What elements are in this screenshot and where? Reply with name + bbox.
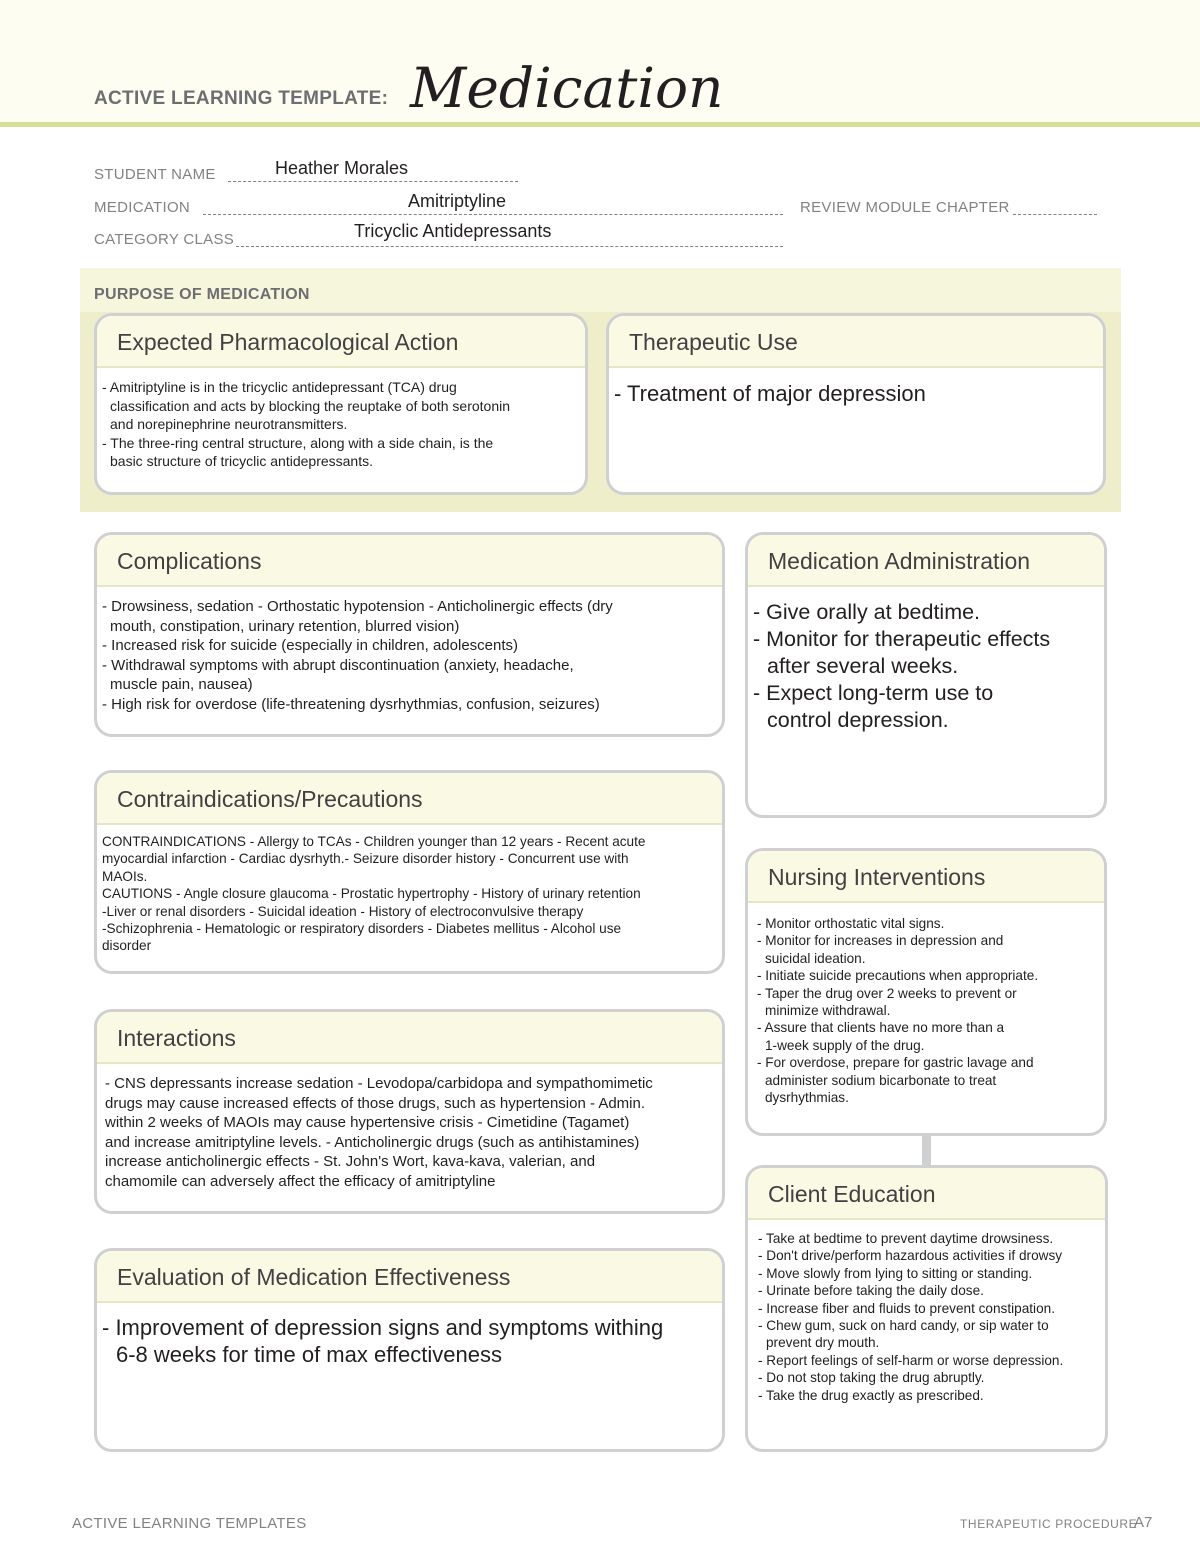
box-connector [922, 1134, 931, 1166]
text-line: - Take the drug exactly as prescribed. [758, 1387, 984, 1403]
category-class-line [236, 246, 783, 247]
nursing-interventions-box [745, 848, 1107, 1136]
category-class-label: CATEGORY CLASS [94, 231, 235, 248]
medication-label: MEDICATION [94, 199, 191, 216]
text-line: - Taper the drug over 2 weeks to prevent or [757, 985, 1017, 1001]
text-line: and increase amitriptyline levels. - Anticholinergic drugs (such as antihistamines) [105, 1133, 640, 1151]
category-class-field[interactable]: Tricyclic Antidepressants [354, 221, 552, 241]
text-line: 6-8 weeks for time of max effectiveness [116, 1342, 502, 1367]
header-rule [0, 122, 1200, 127]
text-line: - Withdrawal symptoms with abrupt discontinuation (anxiety, headache, [102, 656, 574, 674]
template-label: ACTIVE LEARNING TEMPLATE: [94, 88, 389, 109]
contraindications-box [94, 770, 725, 974]
text-line: MAOIs. [102, 868, 148, 884]
interactions-title: Interactions [117, 1025, 236, 1051]
expected-action-header [97, 316, 585, 368]
nursing-interventions-text[interactable] [757, 915, 1098, 1106]
text-line: and norepinephrine neurotransmitters. [110, 416, 348, 433]
text-line: disorder [102, 938, 152, 954]
complications-text[interactable] [102, 597, 716, 714]
interactions-box [94, 1009, 725, 1214]
therapeutic-use-header [609, 316, 1103, 368]
text-line: mouth, constipation, urinary retention, blurred vision) [110, 617, 460, 635]
text-line: - Monitor for therapeutic effects [753, 627, 1051, 651]
text-line: - Monitor for increases in depression and [757, 933, 1004, 949]
purpose-label: PURPOSE OF MEDICATION [94, 286, 310, 303]
text-line: - Drowsiness, sedation - Orthostatic hypotension - Anticholinergic effects (dry [102, 598, 613, 615]
client-education-title: Client Education [768, 1181, 936, 1207]
text-line: increase anticholinergic effects - St. John's Wort, kava-kava, valerian, and [105, 1153, 596, 1170]
expected-action-text[interactable] [102, 378, 579, 471]
text-line: suicidal ideation. [765, 950, 866, 966]
medication-administration-header [748, 535, 1104, 587]
interactions-header [97, 1012, 722, 1064]
text-line: 1-week supply of the drug. [765, 1037, 925, 1053]
text-line: - Assure that clients have no more than a [757, 1020, 1005, 1036]
text-line: - Expect long-term use to [753, 681, 994, 705]
medication-administration-box [745, 532, 1107, 818]
contraindications-header [97, 773, 722, 825]
text-line: - Increased risk for suicide (especially in children, adolescents) [102, 637, 519, 654]
text-line: control depression. [767, 708, 949, 732]
page-number: A7 [1134, 1514, 1153, 1531]
student-name-line [228, 181, 518, 182]
review-module-label: REVIEW MODULE CHAPTER [800, 199, 1010, 216]
nursing-interventions-header [748, 851, 1104, 903]
client-education-box [745, 1165, 1108, 1452]
text-line: drugs may cause increased effects of those drugs, such as hypertension - Admin. [105, 1094, 646, 1112]
text-line: prevent dry mouth. [766, 1335, 880, 1351]
therapeutic-use-text[interactable] [614, 380, 1097, 407]
text-line: CAUTIONS - Angle closure glaucoma - Prostatic hypertrophy - History of urinary retention [102, 886, 641, 902]
text-line: after several weeks. [767, 654, 959, 678]
text-line: - Take at bedtime to prevent daytime drowsiness. [758, 1231, 1054, 1246]
text-line: - Urinate before taking the daily dose. [758, 1283, 984, 1299]
text-line: classification and acts by blocking the reuptake of both serotonin [110, 397, 511, 414]
complications-title: Complications [117, 548, 262, 574]
nursing-interventions-title: Nursing Interventions [768, 864, 986, 890]
footer-right-label: THERAPEUTIC PROCEDURE [960, 1517, 1138, 1531]
therapeutic-use-box [606, 313, 1106, 495]
interactions-text[interactable] [105, 1074, 716, 1191]
text-line: - Don't drive/perform hazardous activities if drowsy [758, 1248, 1063, 1264]
text-line: - Increase fiber and fluids to prevent constipation. [758, 1300, 1055, 1316]
text-line: CONTRAINDICATIONS - Allergy to TCAs - Children younger than 12 years - Recent acute [102, 834, 646, 849]
text-line: - Treatment of major depression [614, 381, 926, 406]
complications-box [94, 532, 725, 737]
text-line: - Initiate suicide precautions when appropriate. [757, 968, 1039, 984]
text-line: - Chew gum, suck on hard candy, or sip water to [758, 1318, 1049, 1334]
text-line: - Monitor orthostatic vital signs. [757, 916, 945, 931]
expected-action-box [94, 313, 588, 495]
text-line: - Do not stop taking the drug abruptly. [758, 1370, 985, 1386]
client-education-text[interactable] [758, 1230, 1099, 1404]
text-line: - High risk for overdose (life-threatening dysrhythmias, confusion, seizures) [102, 695, 600, 713]
text-line: - Amitriptyline is in the tricyclic antidepressant (TCA) drug [102, 379, 457, 395]
contraindications-text[interactable] [102, 833, 716, 955]
medication-line [203, 214, 783, 215]
text-line: muscle pain, nausea) [110, 676, 253, 693]
text-line: - Report feelings of self-harm or worse depression. [758, 1352, 1064, 1368]
evaluation-title: Evaluation of Medication Effectiveness [117, 1264, 511, 1290]
medication-field[interactable]: Amitriptyline [408, 191, 507, 211]
text-line: - Improvement of depression signs and symptoms withing [102, 1315, 664, 1340]
template-title: Medication [410, 56, 724, 120]
review-module-line [1013, 214, 1097, 215]
text-line: - Give orally at bedtime. [753, 600, 981, 624]
text-line: administer sodium bicarbonate to treat [765, 1072, 997, 1088]
text-line: within 2 weeks of MAOIs may cause hypertensive crisis - Cimetidine (Tagamet) [105, 1114, 630, 1131]
text-line: dysrhythmias. [765, 1090, 849, 1106]
evaluation-box [94, 1248, 725, 1452]
evaluation-header [97, 1251, 722, 1303]
text-line: - For overdose, prepare for gastric lavage and [757, 1055, 1034, 1071]
text-line: chamomile can adversely affect the efficacy of amitriptyline [105, 1172, 496, 1190]
therapeutic-use-title: Therapeutic Use [629, 329, 798, 355]
text-line: -Schizophrenia - Hematologic or respiratory disorders - Diabetes mellitus - Alcohol use [102, 921, 622, 937]
text-line: -Liver or renal disorders - Suicidal ideation - History of electroconvulsive therapy [102, 903, 584, 919]
expected-action-title: Expected Pharmacological Action [117, 329, 459, 355]
medication-administration-text[interactable] [753, 599, 1098, 734]
client-education-header [748, 1168, 1105, 1220]
footer-left-label: ACTIVE LEARNING TEMPLATES [72, 1515, 307, 1532]
evaluation-text[interactable] [102, 1314, 716, 1368]
text-line: basic structure of tricyclic antidepressants. [110, 453, 373, 470]
medication-administration-title: Medication Administration [768, 548, 1031, 574]
text-line: - CNS depressants increase sedation - Levodopa/carbidopa and sympathomimetic [105, 1075, 653, 1092]
text-line: - The three-ring central structure, along with a side chain, is the [102, 434, 494, 451]
student-name-field[interactable]: Heather Morales [275, 158, 409, 178]
student-name-label: STUDENT NAME [94, 166, 216, 183]
text-line: minimize withdrawal. [765, 1003, 891, 1019]
contraindications-title: Contraindications/Precautions [117, 786, 423, 812]
text-line: myocardial infarction - Cardiac dysrhyth.- Seizure disorder history - Concurrent use with [102, 851, 629, 867]
text-line: - Move slowly from lying to sitting or standing. [758, 1265, 1033, 1281]
complications-header [97, 535, 722, 587]
